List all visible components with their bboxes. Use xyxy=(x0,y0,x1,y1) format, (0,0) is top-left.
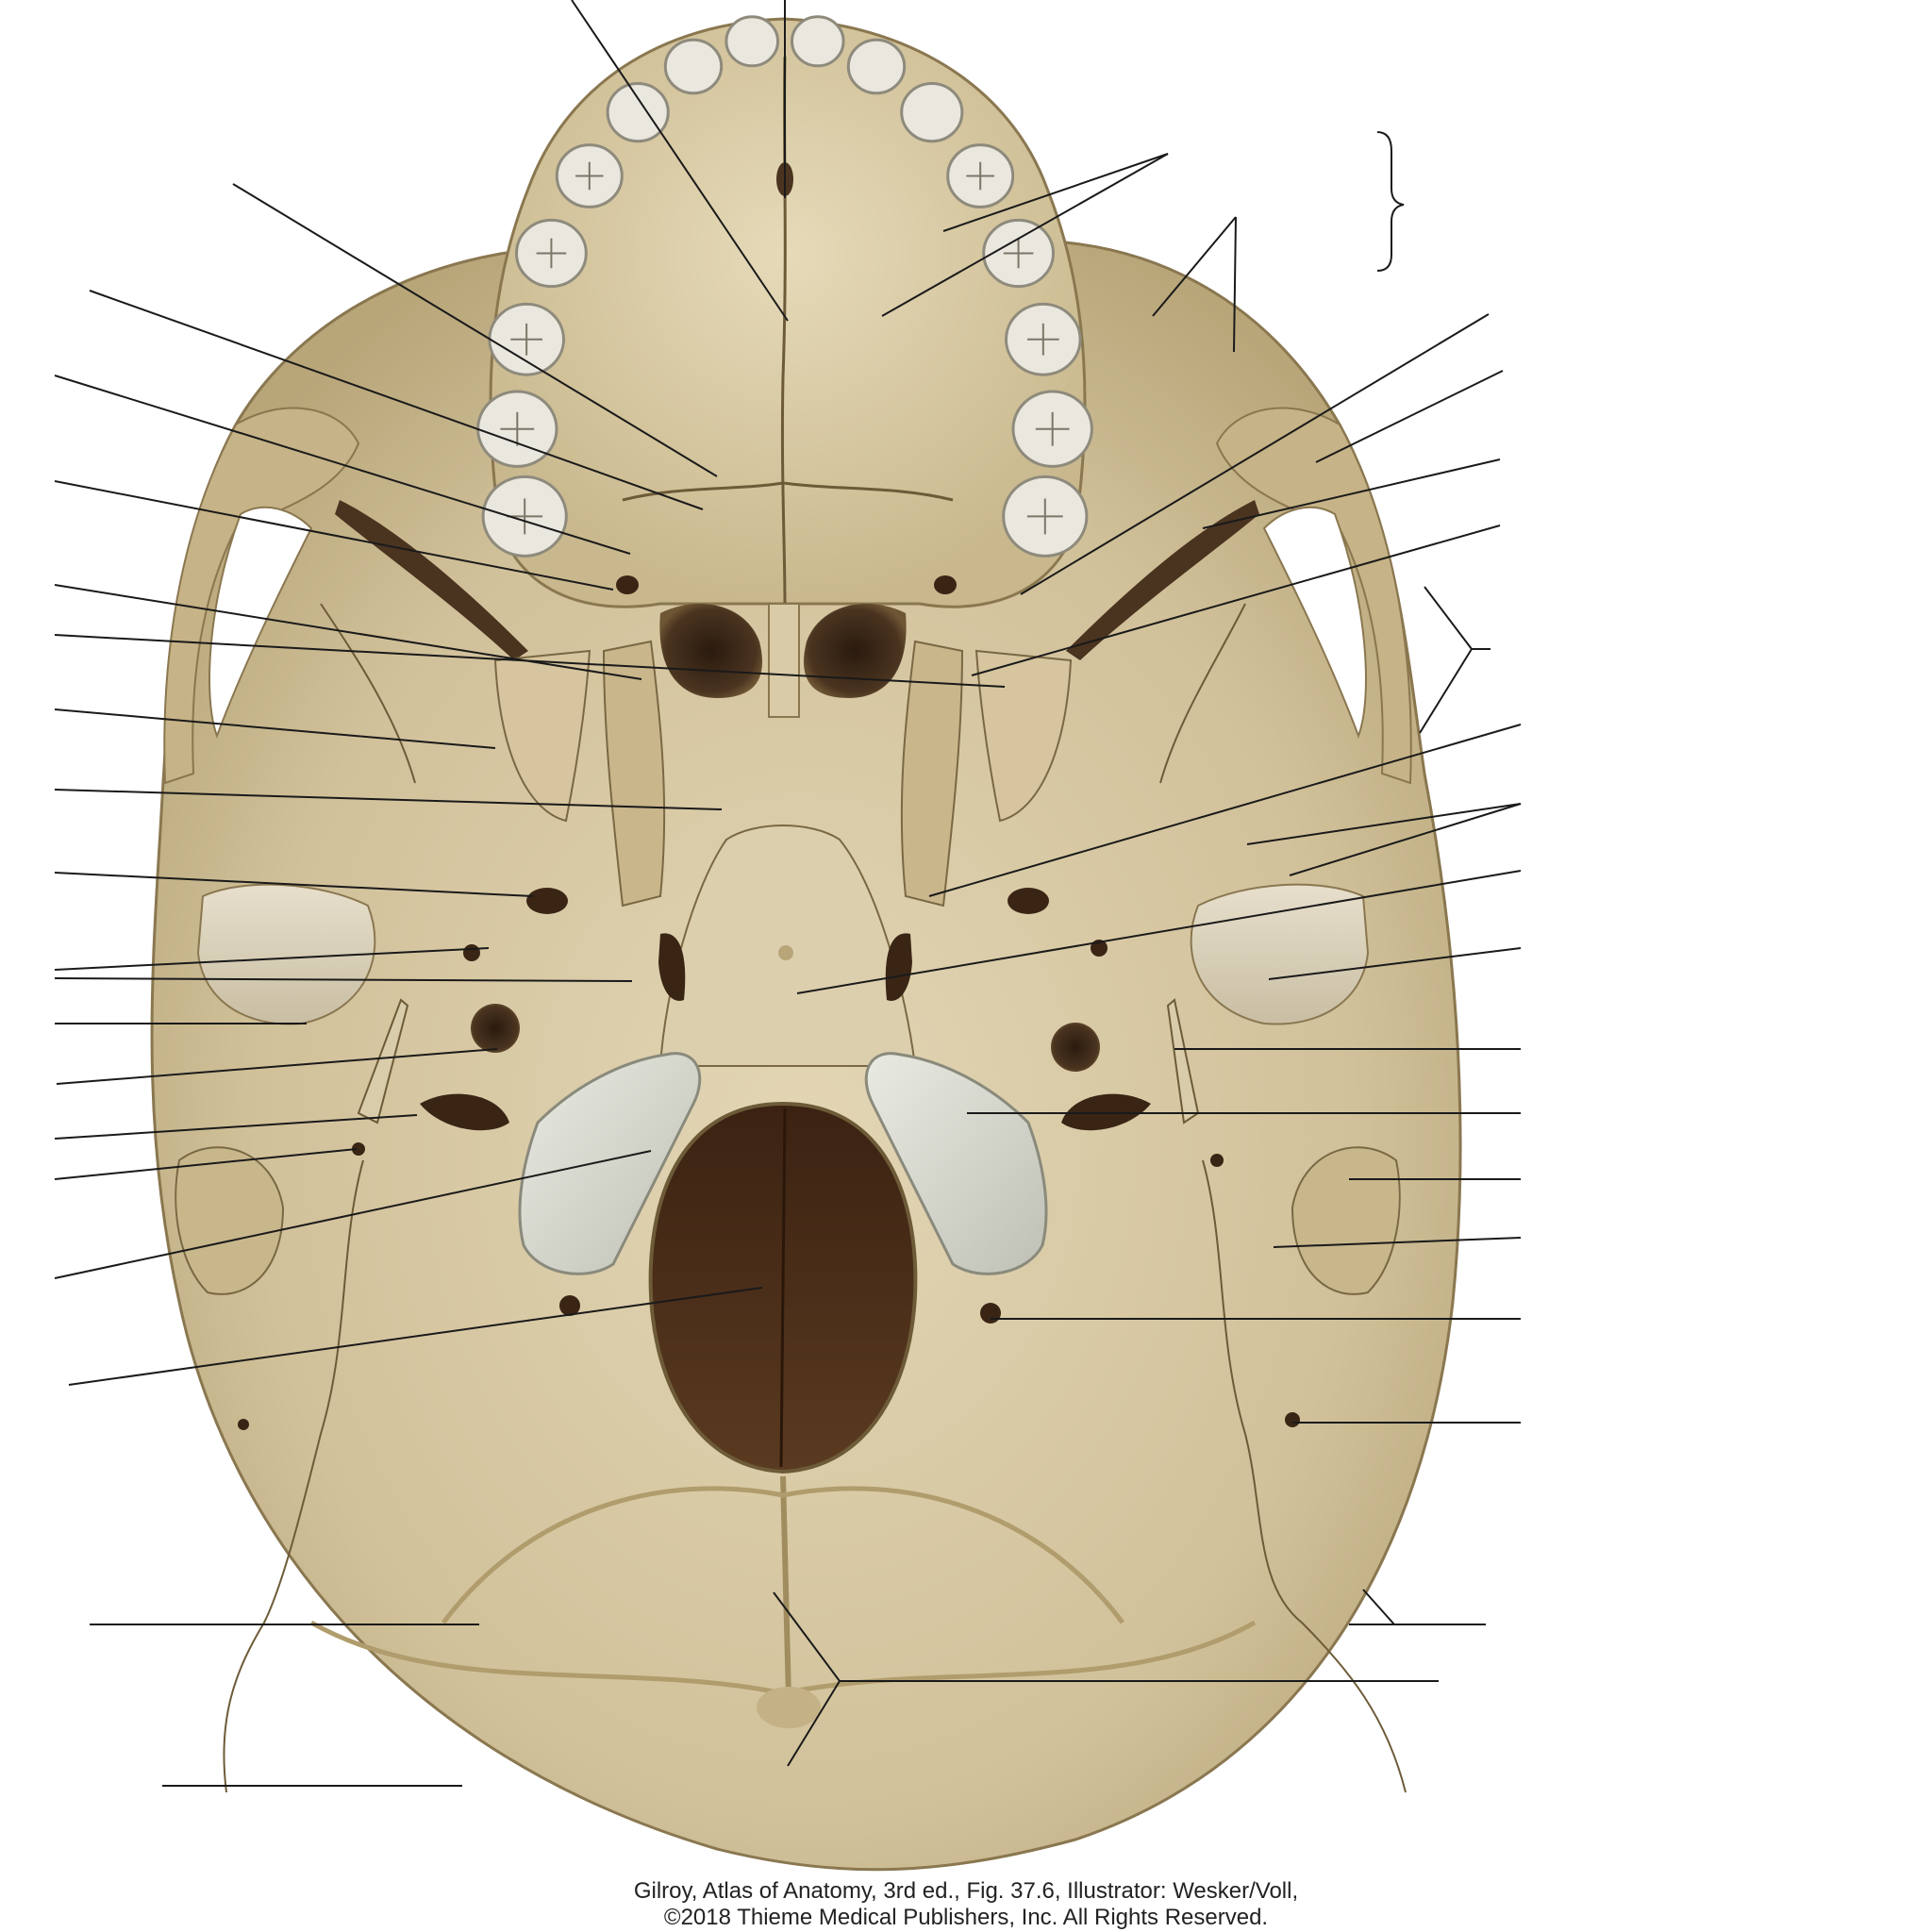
tooth-left-2 xyxy=(665,40,721,93)
tooth-left-1 xyxy=(726,17,778,66)
external-occipital-protuberance xyxy=(757,1687,821,1728)
greater-palatine-foramen-left xyxy=(616,575,639,594)
hard-palate xyxy=(491,19,1085,607)
greater-palatine-foramen-right xyxy=(934,575,957,594)
stylomastoid-foramen-right xyxy=(1210,1154,1224,1167)
leader-line-32 xyxy=(1420,649,1472,733)
leader-line-27 xyxy=(1316,371,1503,462)
tooth-right-3 xyxy=(902,84,962,142)
mastoid-foramen-right xyxy=(1285,1412,1300,1427)
pharyngeal-tubercle xyxy=(778,945,793,960)
tooth-left-3 xyxy=(608,84,668,142)
figure-credit-line-1: Gilroy, Atlas of Anatomy, 3rd ed., Fig. 37.6, Illustrator: Wesker/Voll, xyxy=(633,1878,1299,1904)
carotid-canal-left xyxy=(471,1004,520,1053)
leader-line-31 xyxy=(1424,587,1472,649)
label-brace xyxy=(1377,132,1404,271)
tooth-right-2 xyxy=(848,40,904,93)
tooth-right-1 xyxy=(792,17,844,66)
carotid-canal-right xyxy=(1051,1023,1100,1072)
foramen-spinosum-left xyxy=(463,944,480,961)
leader-line-45 xyxy=(1363,1590,1394,1624)
mastoid-foramen-left xyxy=(238,1419,249,1430)
foramen-ovale-right xyxy=(1008,888,1049,914)
vomer xyxy=(769,604,799,717)
foramen-ovale-left xyxy=(526,888,568,914)
figure-credit-line-2: ©2018 Thieme Medical Publishers, Inc. All Rights Reserved. xyxy=(663,1905,1269,1930)
condylar-canal-right xyxy=(980,1303,1001,1324)
